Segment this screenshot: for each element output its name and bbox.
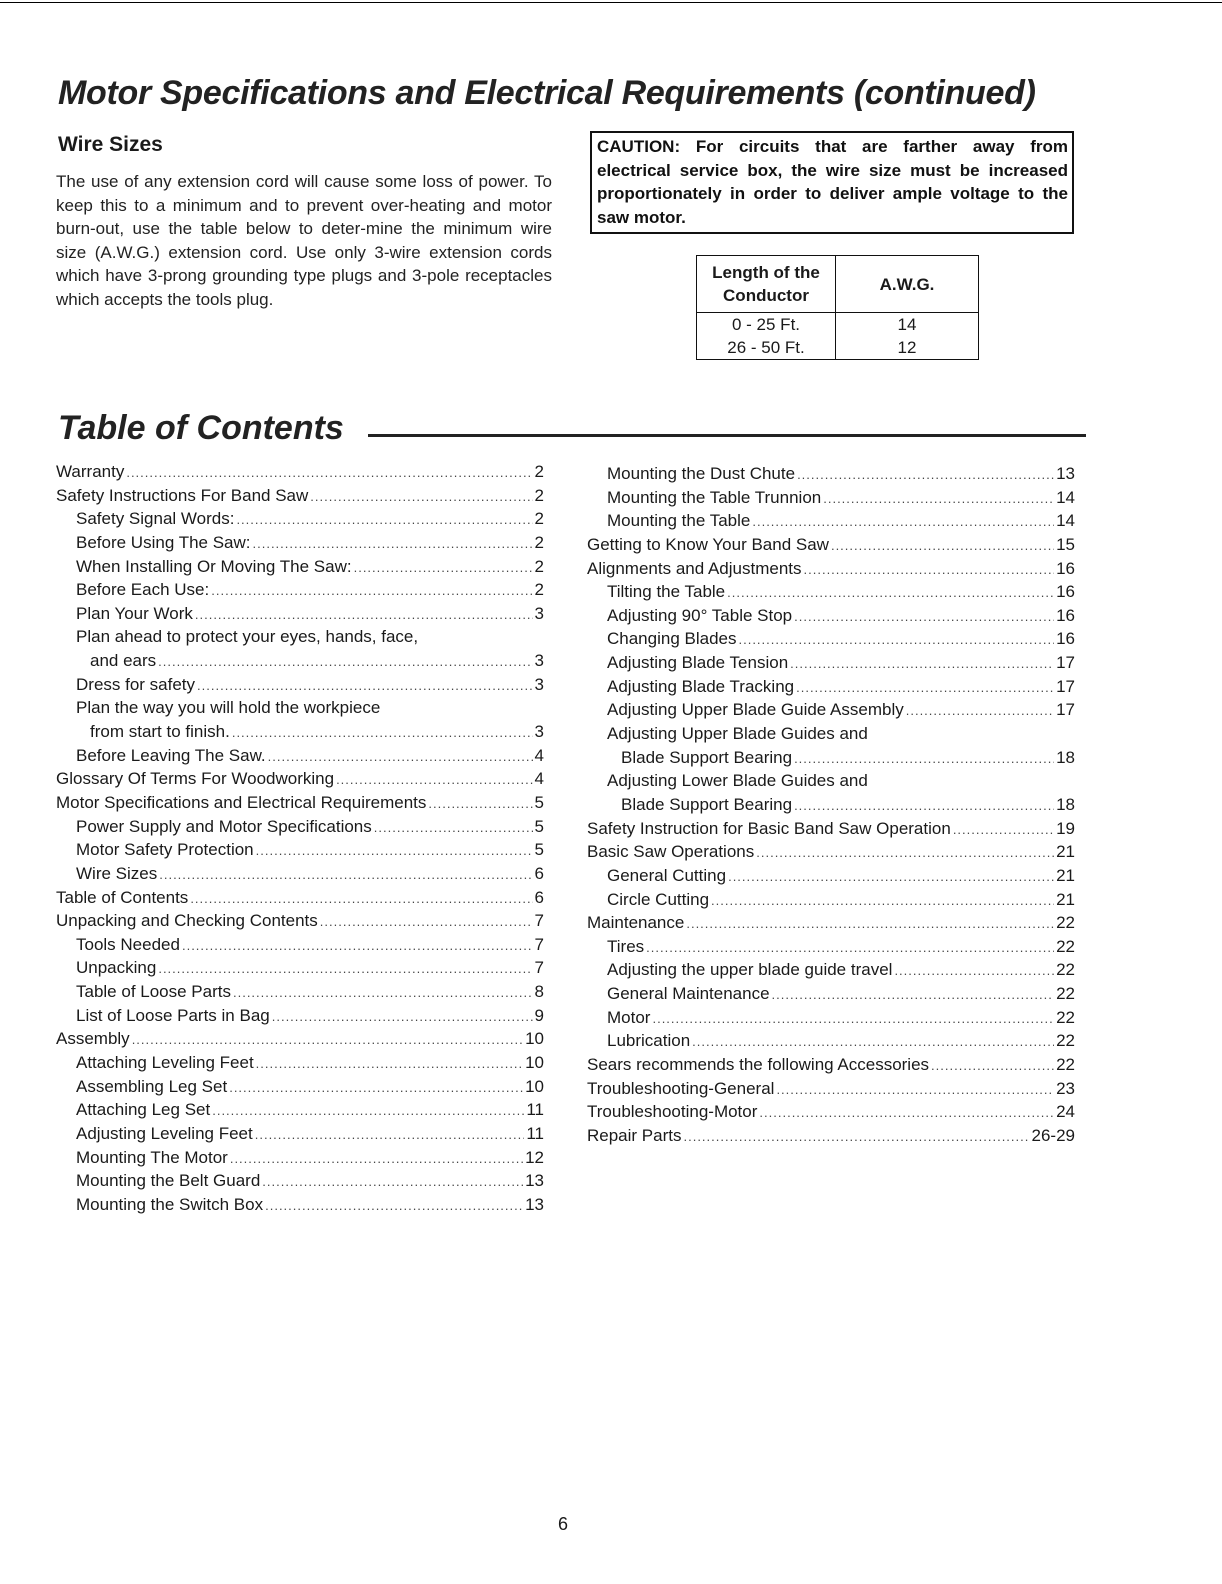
toc-left-column [56,460,544,1217]
toc-entry-title: Power Supply and Motor Specifications [76,816,372,836]
toc-entry [587,746,1075,770]
toc-entry-title: Motor Specifications and Electrical Requirements [56,792,427,812]
toc-dot-leader [711,889,1054,912]
toc-entry-title: Adjusting Upper Blade Guide Assembly [607,700,904,720]
toc-dot-leader [797,463,1054,486]
toc-entry [56,933,544,957]
toc-entry [56,1004,544,1028]
toc-entry-title: Mounting the Belt Guard [76,1171,261,1191]
toc-entry-title: from start to finish. [90,722,230,742]
toc-entry-page: 3 [534,603,544,623]
toc-entry [56,555,544,579]
toc-entry-title: Alignments and Adjustments [587,558,802,578]
toc-entry [56,1098,544,1122]
toc-entry [587,1006,1075,1030]
toc-entry [587,627,1075,651]
toc-entry-page: 12 [525,1147,544,1167]
toc-dot-leader [776,1078,1054,1101]
toc-entry [587,462,1075,486]
toc-entry [587,722,1075,746]
toc-dot-leader [190,887,532,910]
table-row [697,313,979,337]
toc-dot-leader [336,768,532,791]
toc-entry-title: Changing Blades [607,629,737,649]
toc-dot-leader [683,1125,1029,1148]
toc-entry [56,1122,544,1146]
toc-dot-leader [796,676,1054,699]
toc-entry-title: Plan the way you will hold the workpiece [76,698,381,718]
toc-entry-title: Adjusting Blade Tracking [607,676,795,696]
toc-entry-page: 7 [534,958,544,978]
toc-dot-leader [230,1147,523,1170]
toc-dot-leader [428,792,532,815]
toc-entry-title: Lubrication [607,1031,691,1051]
awg-table [696,255,979,360]
toc-entry-page: 22 [1056,984,1075,1004]
awg-header-gauge: A.W.G. [836,256,979,313]
toc-entry-page: 17 [1056,676,1075,696]
toc-entry [56,1051,544,1075]
toc-entry [56,602,544,626]
toc-entry [587,982,1075,1006]
toc-entry [56,460,544,484]
toc-entry-page: 18 [1056,747,1075,767]
toc-entry [56,1075,544,1099]
toc-entry-title: Troubleshooting-Motor [587,1102,758,1122]
toc-dot-leader [728,865,1054,888]
toc-entry [587,580,1075,604]
toc-dot-leader [132,1028,523,1051]
toc-entry [587,1100,1075,1124]
toc-title: Table of Contents [58,409,344,447]
toc-entry-title: Blade Support Bearing [621,794,793,814]
toc-entry-title: List of Loose Parts in Bag [76,1005,270,1025]
toc-dot-leader [256,1052,523,1075]
toc-entry-title: Tires [607,936,645,956]
page-number: 6 [558,1514,569,1534]
toc-dot-leader [759,1101,1054,1124]
toc-entry-page: 22 [1056,960,1075,980]
toc-entry-page: 14 [1056,487,1075,507]
toc-entry-title: Wire Sizes [76,863,158,883]
toc-entry-title: Mounting the Switch Box [76,1194,264,1214]
toc-entry-title: Safety Instructions For Band Saw [56,485,309,505]
toc-entry-page: 2 [534,509,544,529]
toc-entry [56,1193,544,1217]
toc-entry-page: 23 [1056,1078,1075,1098]
toc-entry-title: Maintenance [587,913,685,933]
wire-sizes-paragraph: The use of any extension cord will cause some loss of power. To keep this to a minimum and to prevent over-heating and motor burn-out, use the table below to deter-mine the minimum wire size (A.W.G.) extension cord. Use only 3-wire extension cords which have 3-prong grounding type plugs and 3-pole receptacles which accepts the tools plug. [56,172,552,309]
toc-dot-leader [158,957,532,980]
toc-entry [587,604,1075,628]
toc-entry [587,793,1075,817]
toc-dot-leader [354,556,533,579]
wire-sizes-heading: Wire Sizes [58,133,163,156]
toc-entry-title: Basic Saw Operations [587,842,755,862]
toc-dot-leader [823,487,1054,510]
toc-entry-page: 18 [1056,794,1075,814]
toc-entry [587,935,1075,959]
toc-entry-page: 10 [525,1076,544,1096]
toc-dot-leader [794,747,1054,770]
toc-entry [587,557,1075,581]
toc-entry-title: Assembly [56,1029,130,1049]
toc-entry [56,578,544,602]
toc-entry-page: 8 [534,982,544,1002]
toc-entry [587,817,1075,841]
toc-dot-leader [182,934,533,957]
toc-entry-page: 26-29 [1031,1125,1075,1145]
toc-entry-title: Motor [607,1007,651,1027]
toc-entry-title: Glossary Of Terms For Woodworking [56,769,335,789]
toc-entry-page: 13 [1056,464,1075,483]
toc-entry [56,720,544,744]
toc-dot-leader [255,1123,525,1146]
toc-entry [587,533,1075,557]
awg-cell-gauge: 14 [836,313,979,337]
toc-dot-leader [756,841,1054,864]
toc-entry-page: 22 [1056,913,1075,933]
toc-entry [56,909,544,933]
toc-entry-page: 22 [1056,1055,1075,1075]
toc-entry-title: General Maintenance [607,984,770,1004]
toc-dot-leader [894,959,1054,982]
toc-entry [587,486,1075,510]
toc-entry-title: Adjusting Lower Blade Guides and [607,771,868,791]
toc-entry-page: 19 [1056,818,1075,838]
toc-entry-title: Adjusting Upper Blade Guides and [607,724,868,744]
toc-dot-leader [931,1054,1054,1077]
toc-entry-page: 22 [1056,1031,1075,1051]
toc-entry-page: 10 [525,1053,544,1073]
toc-entry-page: 14 [1056,511,1075,531]
toc-entry [587,1029,1075,1053]
toc-entry-page: 16 [1056,629,1075,649]
toc-entry-title: and ears [90,651,157,671]
toc-right-column [587,462,1075,1148]
toc-dot-leader [253,532,533,555]
toc-dot-leader [652,1007,1054,1030]
toc-entry-title: Mounting the Table [607,511,751,531]
toc-entry-title: Adjusting Blade Tension [607,653,789,673]
toc-entry-page: 9 [534,1005,544,1025]
awg-cell-gauge: 12 [836,336,979,360]
awg-header-length: Length of the Conductor [697,256,836,313]
toc-entry [56,956,544,980]
toc-entry-page: 13 [525,1194,544,1214]
toc-entry-page: 5 [534,792,544,812]
toc-entry [587,911,1075,935]
table-row [697,336,979,360]
toc-dot-leader [752,510,1054,533]
toc-entry [56,815,544,839]
toc-dot-leader [232,721,533,744]
toc-entry-title: Dress for safety [76,674,196,694]
toc-entry-page: 10 [525,1029,544,1049]
toc-entry-page: 22 [1056,1007,1075,1027]
toc-entry-page: 5 [534,840,544,860]
toc-entry-title: Assembling Leg Set [76,1076,228,1096]
toc-entry-page: 16 [1056,558,1075,578]
toc-dot-leader [320,910,533,933]
toc-dot-leader [212,1099,524,1122]
toc-entry-title: Before Using The Saw: [76,532,251,552]
toc-dot-leader [195,603,533,626]
toc-entry-page: 5 [534,816,544,836]
toc-entry [587,675,1075,699]
toc-dot-leader [265,1194,523,1217]
toc-entry-page: 7 [534,934,544,954]
toc-dot-leader [159,863,532,886]
toc-entry-page: 22 [1056,936,1075,956]
toc-dot-leader [268,745,533,768]
page-title: Motor Specifications and Electrical Requirements (continued) [58,74,1036,112]
toc-entry-page: 2 [534,580,544,600]
toc-dot-leader [804,558,1055,581]
toc-dot-leader [831,534,1054,557]
toc-dot-leader [236,508,532,531]
toc-dot-leader [953,818,1054,841]
toc-entry-title: General Cutting [607,865,727,885]
toc-entry-title: Sears recommends the following Accessories [587,1055,930,1075]
toc-entry-page: 24 [1056,1102,1075,1122]
toc-entry [56,696,544,720]
toc-entry [587,1053,1075,1077]
toc-entry [56,649,544,673]
toc-entry-page: 11 [526,1100,544,1120]
toc-entry [56,1027,544,1051]
toc-entry-page: 15 [1056,534,1075,554]
toc-entry [56,791,544,815]
toc-dot-leader [692,1030,1054,1053]
toc-entry [587,864,1075,888]
toc-dot-leader [686,912,1054,935]
toc-entry-page: 16 [1056,605,1075,625]
toc-entry [56,507,544,531]
toc-entry [56,886,544,910]
toc-dot-leader [374,816,533,839]
toc-dot-leader [229,1076,523,1099]
toc-entry [56,980,544,1004]
toc-entry-page: 21 [1056,865,1075,885]
toc-entry-title: Warranty [56,462,125,481]
toc-entry-title: Table of Contents [56,887,189,907]
toc-entry-title: Before Leaving The Saw. [76,745,266,765]
toc-entry-title: Safety Signal Words: [76,509,235,529]
toc-dot-leader [790,652,1054,675]
toc-entry [587,1124,1075,1148]
toc-entry [587,888,1075,912]
toc-dot-leader [262,1170,523,1193]
toc-entry-page: 3 [534,722,544,742]
toc-entry-page: 17 [1056,700,1075,720]
toc-dot-leader [197,674,532,697]
toc-entry [587,1077,1075,1101]
toc-entry-title: Unpacking [76,958,157,978]
toc-dot-leader [256,839,533,862]
caution-box: CAUTION: For circuits that are farther away from electrical service box, the wire size must be increased proportionately in order to deliver ample voltage to the saw motor. [590,131,1074,234]
toc-entry-title: Motor Safety Protection [76,840,254,860]
toc-entry-page: 16 [1056,582,1075,602]
toc-entry [56,862,544,886]
toc-entry [56,625,544,649]
toc-entry-page: 6 [534,863,544,883]
toc-entry [587,698,1075,722]
toc-entry-title: Mounting the Dust Chute [607,464,796,483]
toc-dot-leader [646,936,1054,959]
toc-entry [56,767,544,791]
toc-entry [56,531,544,555]
toc-entry-page: 3 [534,674,544,694]
toc-entry-page: 2 [534,462,544,481]
toc-entry [587,651,1075,675]
toc-entry-page: 4 [534,769,544,789]
toc-entry-page: 7 [534,911,544,931]
toc-entry-title: Table of Loose Parts [76,982,231,1002]
toc-entry-page: 3 [534,651,544,671]
toc-entry-title: Mounting the Table Trunnion [607,487,822,507]
toc-entry [587,840,1075,864]
toc-entry-title: Circle Cutting [607,889,710,909]
toc-entry-page: 2 [534,556,544,576]
toc-entry-page: 11 [526,1123,544,1143]
toc-dot-leader [310,485,532,508]
toc-entry-page: 2 [534,532,544,552]
toc-dot-leader [727,581,1054,604]
toc-entry [56,673,544,697]
toc-entry-page: 21 [1056,842,1075,862]
toc-entry-title: When Installing Or Moving The Saw: [76,556,352,576]
toc-entry-title: Adjusting Leveling Feet [76,1123,253,1143]
toc-entry [587,769,1075,793]
toc-dot-leader [794,794,1054,817]
toc-entry [56,1169,544,1193]
toc-entry-title: Mounting The Motor [76,1147,228,1167]
toc-entry-title: Attaching Leveling Feet [76,1053,254,1073]
toc-entry-title: Tilting the Table [607,582,726,602]
toc-entry-page: 4 [534,745,544,765]
toc-entry-page: 13 [525,1171,544,1191]
awg-cell-length: 26 - 50 Ft. [697,336,836,360]
toc-entry [56,1146,544,1170]
toc-entry [587,509,1075,533]
toc-entry-title: Troubleshooting-General [587,1078,775,1098]
toc-entry-title: Adjusting 90° Table Stop [607,605,793,625]
toc-entry-title: Plan Your Work [76,603,193,623]
toc-dot-leader [272,1005,533,1028]
toc-entry-page: 21 [1056,889,1075,909]
toc-entry-title: Attaching Leg Set [76,1100,211,1120]
toc-title-rule [368,434,1086,437]
toc-dot-leader [794,605,1054,628]
toc-entry-title: Getting to Know Your Band Saw [587,534,829,554]
toc-dot-leader [158,650,532,673]
toc-entry-title: Plan ahead to protect your eyes, hands, face, [76,627,419,647]
toc-dot-leader [126,461,532,484]
toc-entry [56,744,544,768]
toc-entry [56,838,544,862]
toc-entry-title: Unpacking and Checking Contents [56,911,318,931]
toc-dot-leader [233,981,533,1004]
toc-entry-title: Safety Instruction for Basic Band Saw Operation [587,818,951,838]
toc-entry-title: Before Each Use: [76,580,210,600]
toc-dot-leader [211,579,532,602]
toc-dot-leader [772,983,1055,1006]
awg-cell-length: 0 - 25 Ft. [697,313,836,337]
toc-entry-title: Tools Needed [76,934,180,954]
toc-entry-page: 2 [534,485,544,505]
toc-entry-page: 17 [1056,653,1075,673]
toc-entry-title: Adjusting the upper blade guide travel [607,960,893,980]
toc-entry-title: Repair Parts [587,1125,682,1145]
page-top-rule [0,2,1222,3]
toc-dot-leader [906,699,1054,722]
toc-entry-page: 6 [534,887,544,907]
toc-dot-leader [738,628,1054,651]
toc-entry-title: Blade Support Bearing [621,747,793,767]
toc-entry [587,958,1075,982]
toc-entry [56,484,544,508]
